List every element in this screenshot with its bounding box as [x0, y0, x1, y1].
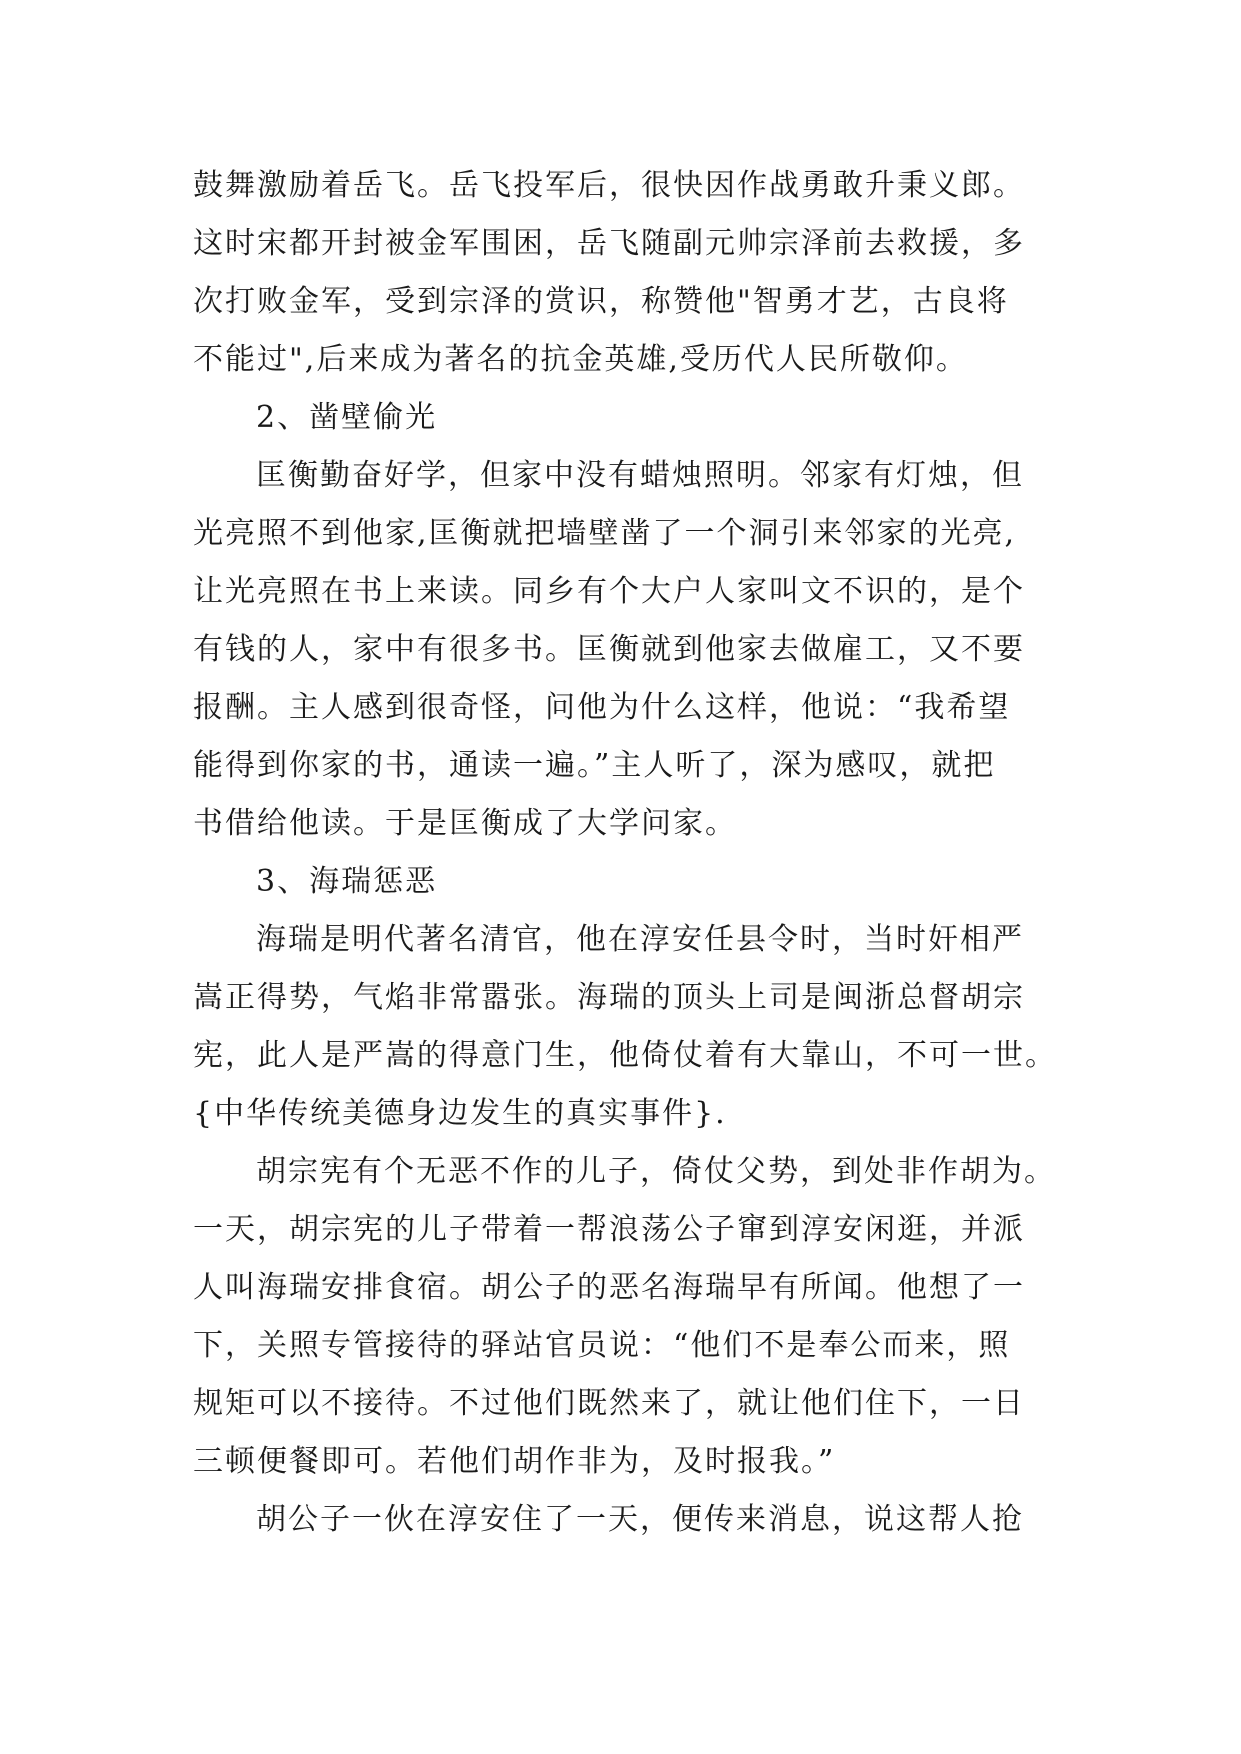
text-line: 这时宋都开封被金军围困，岳飞随副元帅宗泽前去救援，多	[193, 226, 1025, 261]
text-line: 光亮照不到他家,匡衡就把墙壁凿了一个洞引来邻家的光亮,	[193, 516, 1017, 551]
text-line: 胡公子一伙在淳安住了一天，便传来消息，说这帮人抢	[256, 1502, 1024, 1537]
text-line: 不能过",后来成为著名的抗金英雄,受历代人民所敬仰。	[193, 342, 968, 377]
section-heading: 3、海瑞惩恶	[256, 864, 438, 899]
text-line: 书借给他读。于是匡衡成了大学问家。	[193, 806, 737, 841]
text-line: 报酬。主人感到很奇怪，问他为什么这样，他说：“我希望	[193, 690, 1011, 725]
text-line: 宪，此人是严嵩的得意门生，他倚仗着有大靠山，不可一世。	[193, 1038, 1057, 1073]
text-line: 让光亮照在书上来读。同乡有个大户人家叫文不识的，是个	[193, 574, 1025, 609]
text-line: 胡宗宪有个无恶不作的儿子，倚仗父势，到处非作胡为。	[256, 1154, 1056, 1189]
text-line: 人叫海瑞安排食宿。胡公子的恶名海瑞早有所闻。他想了一	[193, 1270, 1025, 1305]
text-line: 海瑞是明代著名清官，他在淳安任县令时，当时奸相严	[256, 922, 1024, 957]
text-line: 一天，胡宗宪的儿子带着一帮浪荡公子窜到淳安闲逛，并派	[193, 1212, 1025, 1247]
text-line: 能得到你家的书，通读一遍。”主人听了，深为感叹，就把	[193, 748, 996, 783]
text-line: 三顿便餐即可。若他们胡作非为，及时报我。”	[193, 1444, 836, 1479]
text-line: 次打败金军，受到宗泽的赏识，称赞他"智勇才艺，古良将	[193, 284, 1009, 319]
document-body	[193, 157, 1093, 1549]
section-heading: 2、凿壁偷光	[256, 400, 438, 435]
text-line: 下，关照专管接待的驿站官员说：“他们不是奉公而来，照	[193, 1328, 1011, 1363]
text-line: 嵩正得势，气焰非常嚣张。海瑞的顶头上司是闽浙总督胡宗	[193, 980, 1025, 1015]
text-line: {中华传统美德身边发生的真实事件}.	[193, 1096, 727, 1131]
text-line: 规矩可以不接待。不过他们既然来了，就让他们住下，一日	[193, 1386, 1025, 1421]
text-line: 有钱的人，家中有很多书。匡衡就到他家去做雇工，又不要	[193, 632, 1025, 667]
text-line: 鼓舞激励着岳飞。岳飞投军后，很快因作战勇敢升秉义郎。	[193, 168, 1025, 203]
text-line: 匡衡勤奋好学，但家中没有蜡烛照明。邻家有灯烛，但	[256, 458, 1024, 493]
